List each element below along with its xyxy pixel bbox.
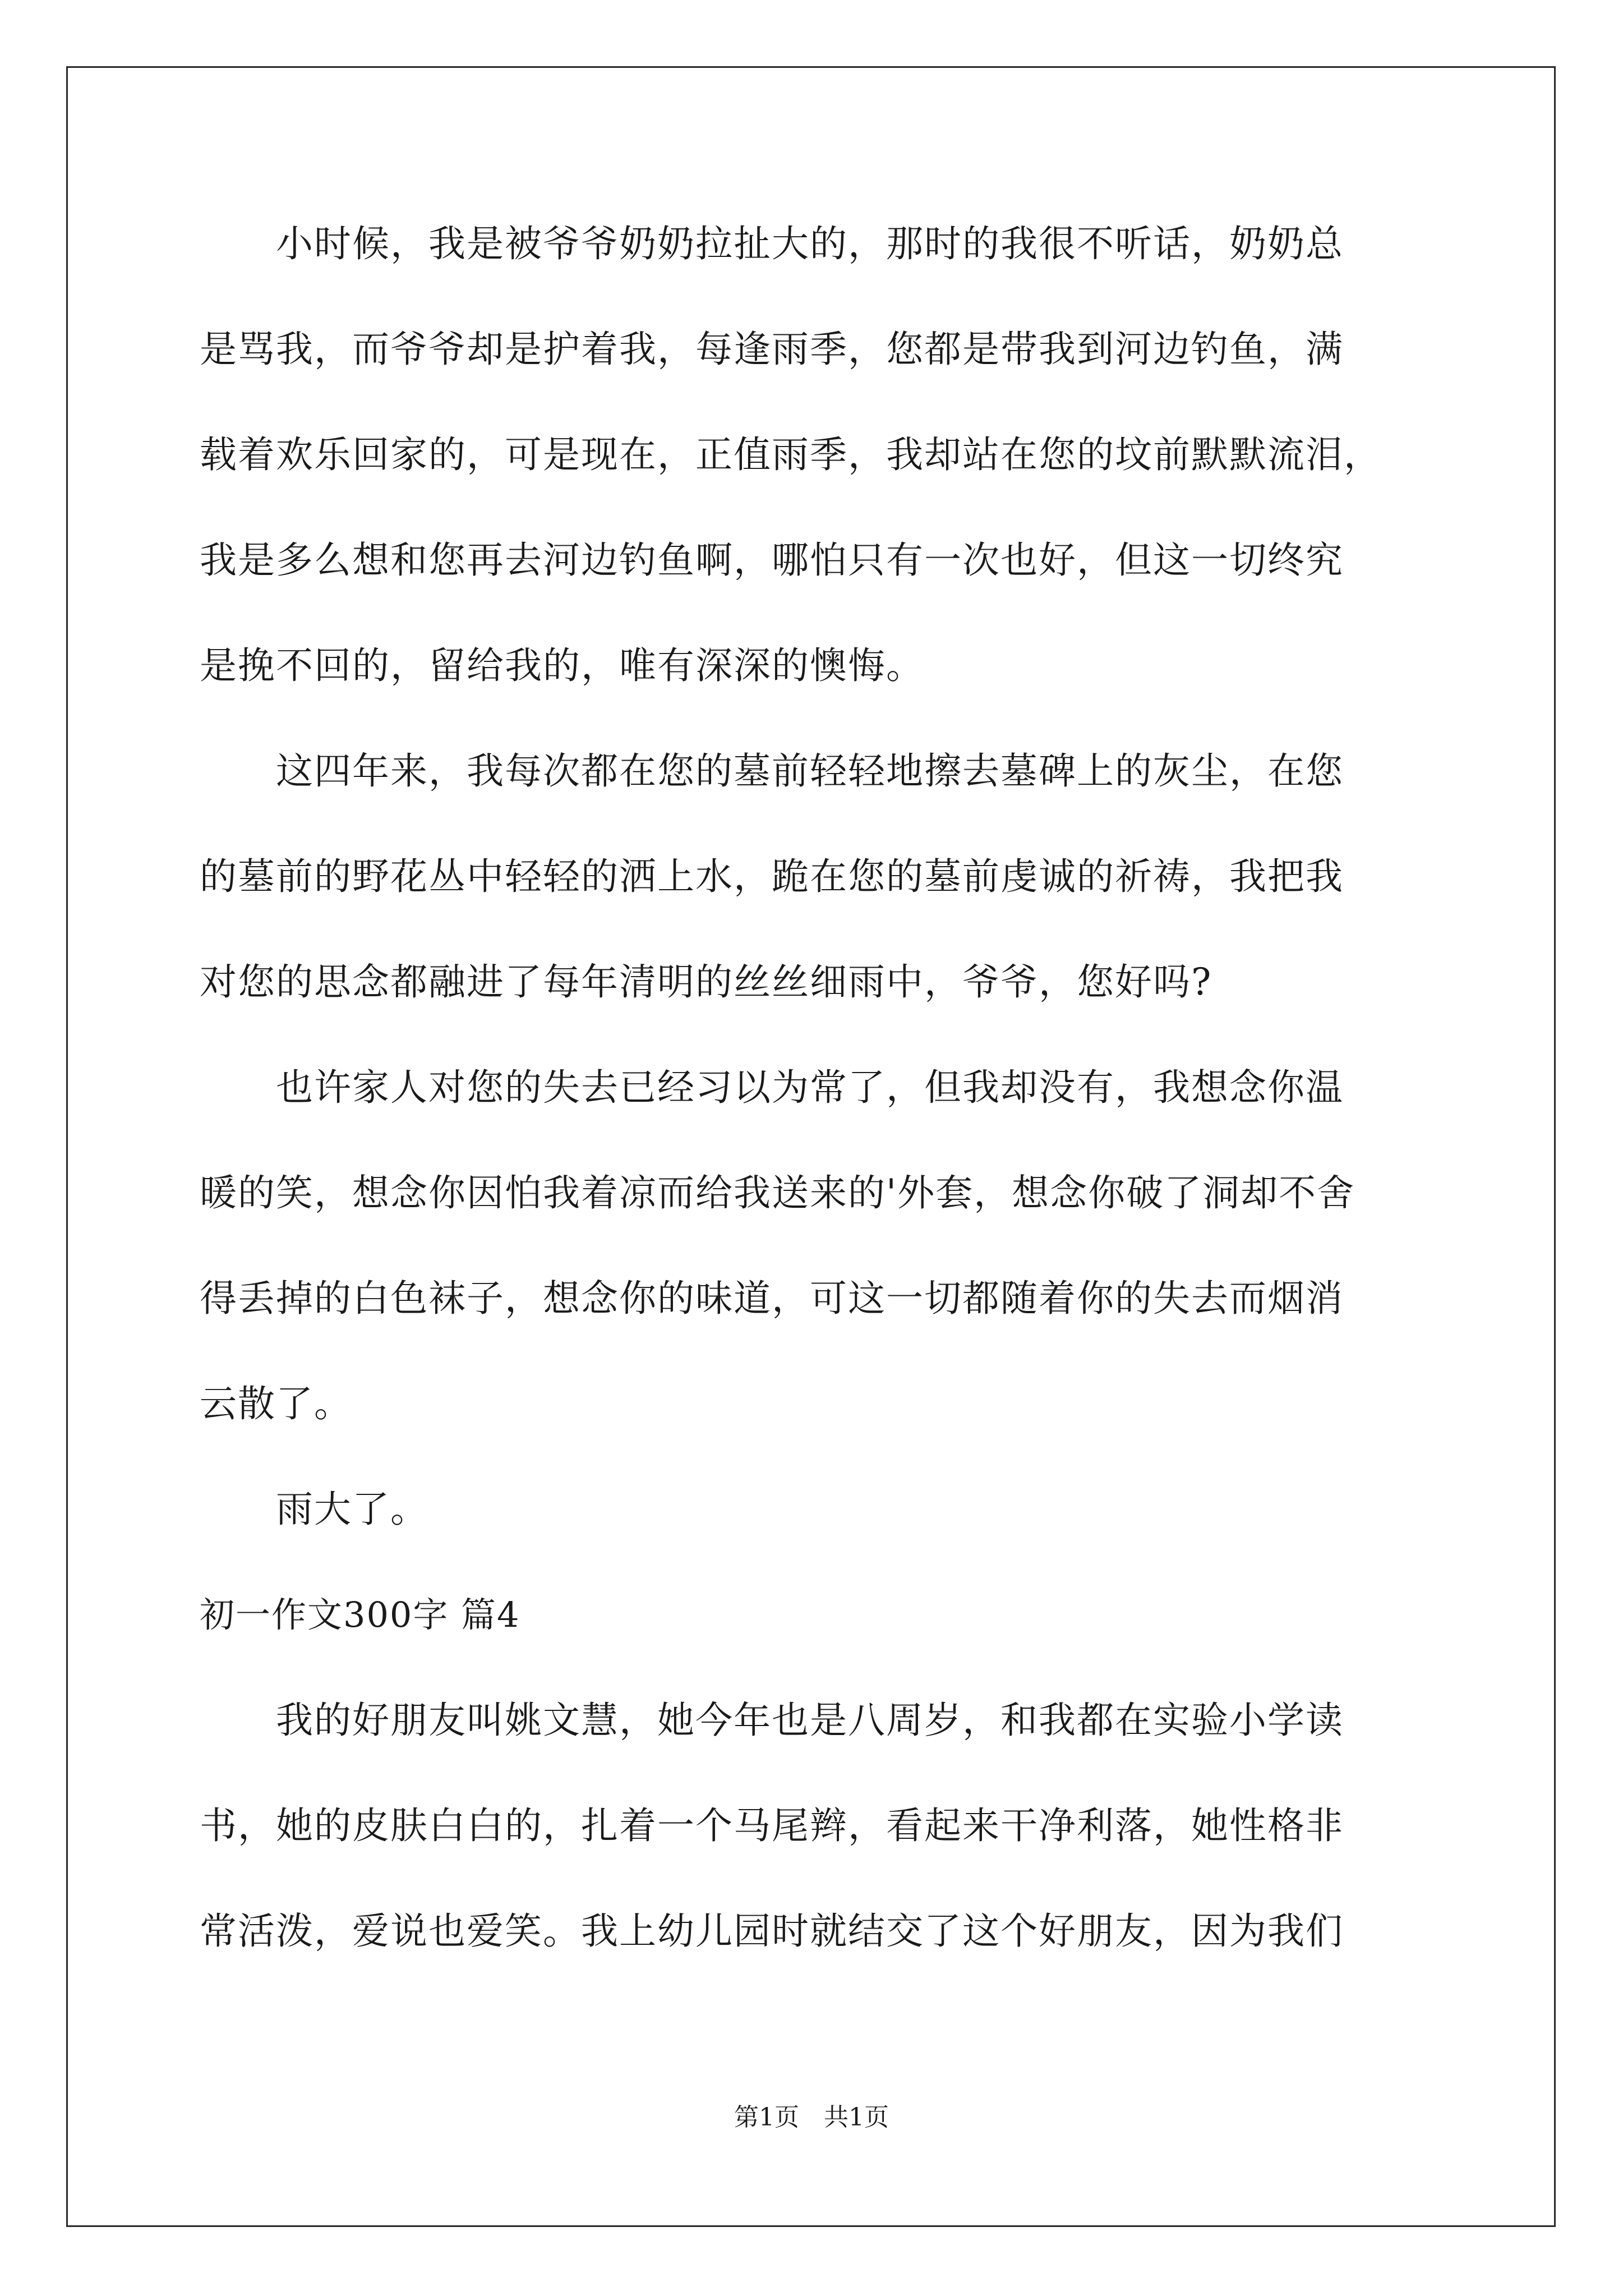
text-line: 暖的笑，想念你因怕我着凉而给我送来的'外套，想念你破了洞却不舍 [200, 1171, 1355, 1214]
text-line: 是骂我，而爷爷却是护着我，每逢雨季，您都是带我到河边钓鱼，满 [200, 328, 1344, 371]
text-line: 我是多么想和您再去河边钓鱼啊，哪怕只有一次也好，但这一切终究 [200, 539, 1344, 582]
text-line: 载着欢乐回家的，可是现在，正值雨季，我却站在您的坟前默默流泪， [200, 433, 1382, 476]
text-line: 也许家人对您的失去已经习以为常了，但我却没有，我想念你温 [200, 1066, 1344, 1109]
text-line: 是挽不回的，留给我的，唯有深深的懊悔。 [200, 644, 924, 687]
text-line: 我的好朋友叫姚文慧，她今年也是八周岁，和我都在实验小学读 [200, 1699, 1344, 1742]
text-line: 书，她的皮肤白白的，扎着一个马尾辫，看起来干净利落，她性格非 [200, 1804, 1344, 1847]
text-line: 这四年来，我每次都在您的墓前轻轻地擦去墓碑上的灰尘，在您 [200, 749, 1344, 793]
text-line: 雨大了。 [200, 1488, 428, 1531]
text-line: 得丢掉的白色袜子，想念你的味道，可这一切都随着你的失去而烟消 [200, 1277, 1344, 1320]
text-line: 对您的思念都融进了每年清明的丝丝细雨中，爷爷，您好吗? [200, 960, 1212, 1004]
text-line: 的墓前的野花丛中轻轻的洒上水，跪在您的墓前虔诚的祈祷，我把我 [200, 855, 1344, 898]
text-line: 常活泼，爱说也爱笑。我上幼儿园时就结交了这个好朋友，因为我们 [200, 1910, 1344, 1953]
section-heading: 初一作文300字 篇4 [200, 1594, 520, 1635]
text-line: 云散了。 [200, 1382, 352, 1425]
text-line: 小时候，我是被爷爷奶奶拉扯大的，那时的我很不听话，奶奶总 [200, 222, 1344, 265]
page-footer: 第1页 共1页 [734, 2103, 889, 2132]
